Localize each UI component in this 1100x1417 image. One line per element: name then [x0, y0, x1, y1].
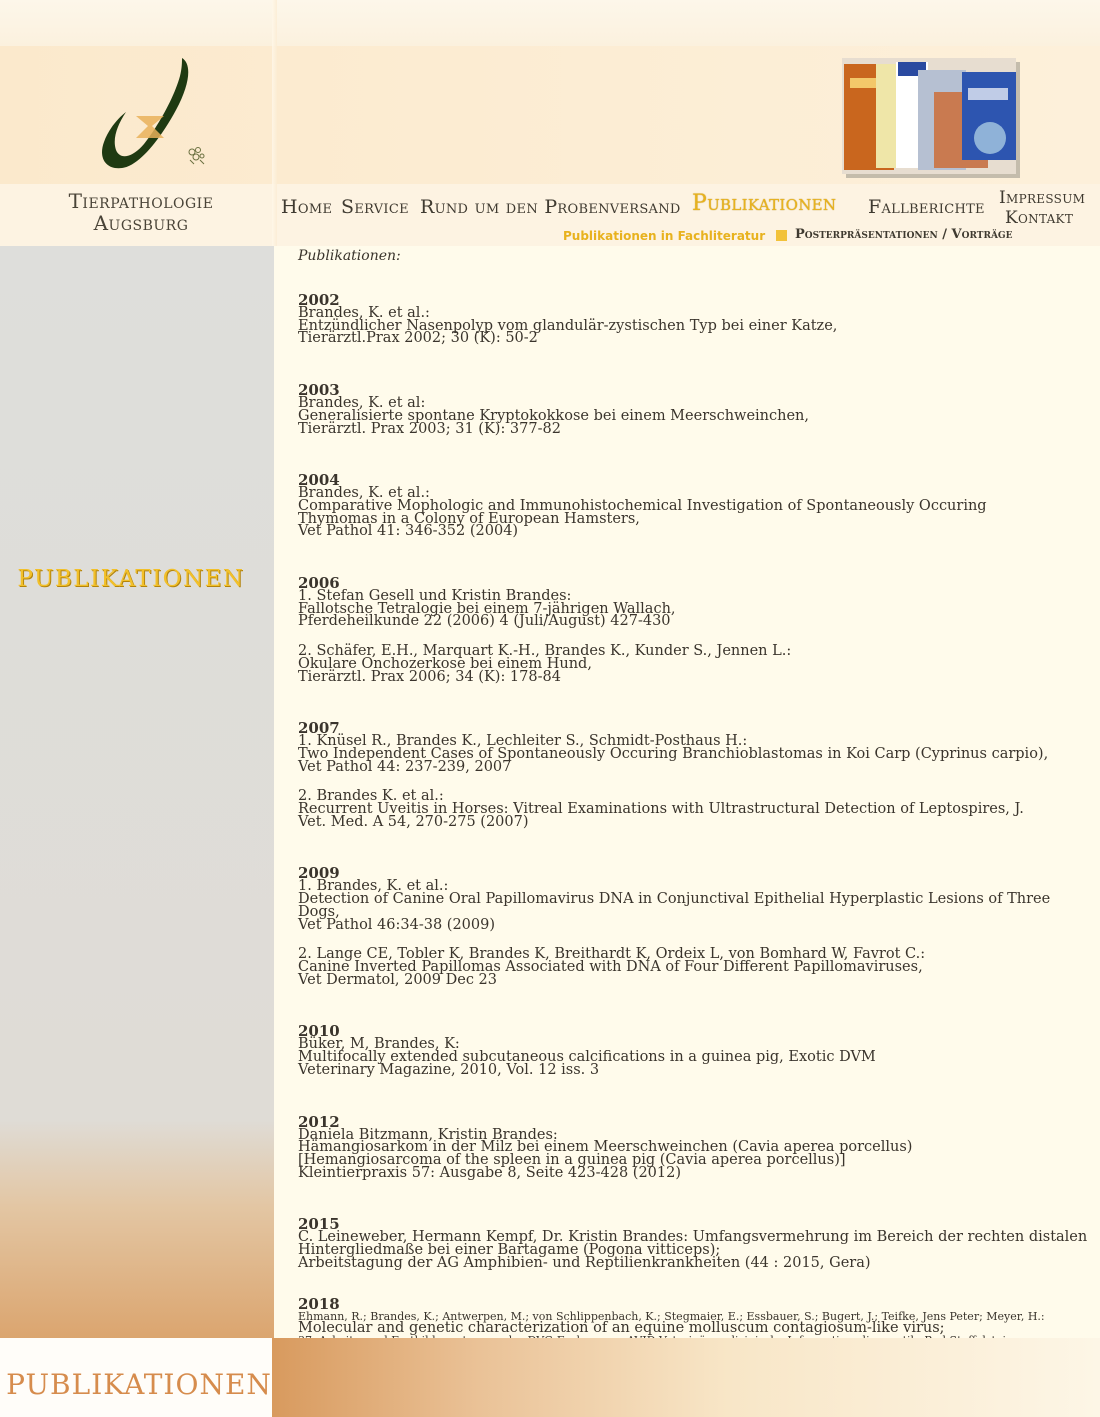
pub-line: 1. Brandes, K. et al.:	[298, 878, 449, 895]
year-block-2010	[298, 1024, 1088, 1076]
pub-line: Vet Pathol 46:34-38 (2009)	[298, 916, 496, 933]
year-heading: 2004	[298, 471, 340, 490]
year-block-2009	[298, 866, 1088, 986]
pub-authors: Ehmann, R.; Brandes, K.; Antwerpen, M.; von Schlippenbach, K.; Stegmaier, E.; Essbauer, S.; Bugert, J.; Teifke, Jens Peter; Meyer, H.:	[298, 1310, 1045, 1324]
year-heading: 2010	[298, 1022, 340, 1041]
pub-line: Generalisierte spontane Kryptokokkose bei einem Meerschweinchen,	[298, 407, 809, 424]
pub-line: Vet. Med. A 54, 270-275 (2007)	[298, 813, 529, 830]
pub-line: Veterinary Magazine, 2010, Vol. 12 iss. 3	[298, 1061, 600, 1078]
pub-line: Kleintierpraxis 57: Ausgabe 8, Seite 423-428 (2012)	[298, 1164, 682, 1181]
pub-line: Brandes, K. et al.:	[298, 305, 430, 321]
publication-entry	[298, 307, 1088, 345]
pub-line: Büker, M, Brandes, K:	[298, 1036, 460, 1053]
year-block-2015	[298, 1217, 1088, 1269]
nav-probenversand[interactable]: Rund um den Probenversand	[420, 196, 681, 218]
pub-line: Daniela Bitzmann, Kristin Brandes:	[298, 1126, 558, 1143]
publication-entry	[298, 590, 1088, 628]
nav-home[interactable]: Home	[281, 196, 333, 218]
nav-publikationen[interactable]: Publikationen	[692, 191, 837, 216]
pub-line: 1. Stefan Gesell und Kristin Brandes:	[298, 588, 572, 605]
footer-gradient	[272, 1338, 1100, 1417]
publication-entry	[298, 1231, 1088, 1269]
pub-line: Fallotsche Tetralogie bei einem 7-jährigen Wallach,	[298, 600, 676, 617]
pub-line: [Hemangiosarcoma of the spleen in a guinea pig (Cavia aperea porcellus)]	[298, 1151, 846, 1168]
pub-line: Brandes, K. et al.:	[298, 485, 430, 502]
pub-line: Comparative Mophologic and Immunohistochemical Investigation of Spontaneously Occuring	[298, 497, 987, 514]
publication-entry	[298, 1038, 1088, 1076]
publication-entry	[298, 397, 1088, 435]
pub-line: 2. Brandes K. et al.:	[298, 788, 444, 805]
pub-line: Detection of Canine Oral Papillomavirus DNA in Conjunctival Epithelial Hyperplastic Lesions of Three Dogs,	[298, 891, 1051, 920]
subnav-bullet-icon	[776, 230, 787, 241]
pub-line: Thymomas in a Colony of European Hamsters,	[298, 510, 640, 527]
year-heading: 2018	[298, 1295, 340, 1314]
publication-entry	[298, 1126, 1088, 1181]
pub-line: Canine Inverted Papillomas Associated with DNA of Four Different Papillomaviruses,	[298, 958, 923, 975]
nav-kontakt[interactable]: Kontakt	[1005, 208, 1074, 228]
year-block-2003	[298, 383, 1088, 435]
pub-line: Brandes, K. et al:	[298, 395, 426, 412]
publication-entry	[298, 487, 1088, 538]
brand-line-2: Augsburg	[93, 211, 189, 235]
pub-line: Arbeitstagung der AG Amphibien- und Reptilienkrankheiten (44 : 2015, Gera)	[298, 1254, 871, 1271]
pub-line: Multifocally extended subcutaneous calcifications in a guinea pig, Exotic DVM	[298, 1049, 876, 1066]
pub-line: C. Leineweber, Hermann Kempf, Dr. Kristin Brandes: Umfangsvermehrung im Bereich der rechten distalen	[298, 1229, 1088, 1246]
logo-icon[interactable]	[96, 54, 216, 174]
pub-line: Tierärztl. Prax 2006; 34 (K): 178-84	[298, 668, 561, 685]
content-title: Publikationen:	[298, 248, 401, 264]
brand-name	[0, 190, 282, 234]
year-block-2004	[298, 473, 1088, 538]
pub-line: Hämangiosarkom in der Milz bei einem Meerschweinchen (Cavia aperea porcellus)	[298, 1139, 913, 1156]
pub-line: Pferdeheilkunde 22 (2006) 4 (Juli/August) 427-430	[298, 613, 671, 630]
pub-line: 2. Lange CE, Tobler K, Brandes K, Breithardt K, Ordeix L, von Bomhard W, Favrot C.:	[298, 946, 926, 963]
publication-entry	[298, 645, 1088, 683]
year-heading: 2009	[298, 864, 340, 883]
pub-line: Vet Dermatol, 2009 Dec 23	[298, 971, 497, 988]
journal-stack-image	[842, 58, 1020, 178]
year-heading: 2007	[298, 719, 340, 738]
subnav-fachliteratur[interactable]: Publikationen in Fachliteratur	[563, 229, 766, 243]
year-block-2012	[298, 1112, 1088, 1181]
year-heading: 2003	[298, 381, 340, 400]
brand-line-1: Tierpathologie	[68, 189, 214, 213]
top-band	[0, 0, 1100, 46]
year-blocks	[298, 293, 1088, 1269]
pub-line: Tierärztl.Prax 2002; 30 (K): 50-2	[298, 330, 538, 347]
pub-line: Hintergliedmaße bei einer Bartagame (Pogona vitticeps);	[298, 1242, 721, 1259]
pub-line: 1. Knüsel R., Brandes K., Lechleiter S., Schmidt-Posthaus H.:	[298, 733, 748, 750]
pub-line: 2. Schäfer, E.H., Marquart K.-H., Brandes K., Kunder S., Jennen L.:	[298, 643, 792, 660]
pub-line: Vet Pathol 44: 237-239, 2007	[298, 758, 512, 775]
pub-line: Okulare Onchozerkose bei einem Hund,	[298, 655, 592, 672]
nav-fallberichte[interactable]: Fallberichte	[868, 196, 985, 218]
nav-impressum[interactable]: Impressum	[999, 188, 1086, 208]
pub-line: Recurrent Uveitis in Horses: Vitreal Examinations with Ultrastructural Detection of Leptospires, J.	[298, 801, 1024, 818]
pub-line: Tierärztl. Prax 2003; 31 (K): 377-82	[298, 420, 561, 437]
publication-entry	[298, 880, 1088, 931]
pub-line: Entzündlicher Nasenpolyp vom glandulär-zystischen Typ bei einer Katze,	[298, 317, 838, 334]
year-heading: 2012	[298, 1112, 340, 1131]
year-block-2006	[298, 576, 1088, 683]
year-heading: 2015	[298, 1215, 340, 1234]
pub-line: Two Independent Cases of Spontaneously Occuring Branchioblastomas in Koi Carp (Cyprinus carpio),	[298, 745, 1049, 762]
year-block-2007	[298, 721, 1088, 828]
sidebar-title: PUBLIKATIONEN	[17, 566, 245, 592]
year-heading: 2002	[298, 291, 340, 309]
pub-title: Molecular and genetic characterization of an equine molluscum contagiosum-like virus;	[298, 1320, 945, 1337]
subnav-poster[interactable]: Posterpräsentationen / Vorträge	[795, 227, 1013, 242]
publication-entry	[298, 790, 1088, 828]
publication-list	[298, 248, 1088, 1417]
publication-entry	[298, 735, 1088, 773]
publication-entry	[298, 948, 1088, 986]
pub-line: Vet Pathol 41: 346-352 (2004)	[298, 523, 519, 540]
footer-title: PUBLIKATIONEN	[6, 1368, 272, 1401]
left-sidebar	[0, 246, 274, 1338]
nav-service[interactable]: Service	[341, 196, 409, 218]
year-heading: 2006	[298, 574, 340, 593]
year-block-2002	[298, 293, 1088, 345]
